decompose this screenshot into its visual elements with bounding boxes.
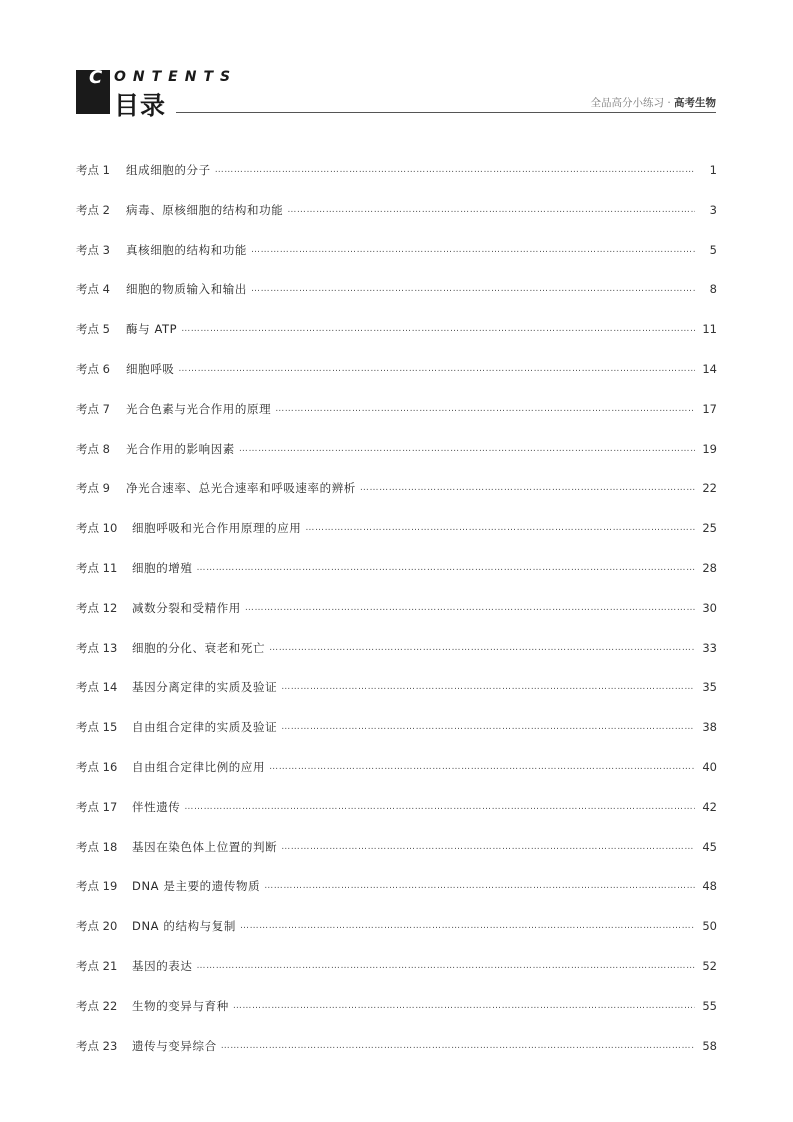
toc-leader-dots xyxy=(181,319,695,339)
toc-leader-dots xyxy=(275,399,695,419)
toc-entry[interactable] xyxy=(76,359,717,399)
toc-leader-dots xyxy=(233,996,695,1016)
toc-entry-page: 8 xyxy=(709,282,717,297)
toc-entry-title: 光合作用的影响因素 xyxy=(126,441,235,456)
header-divider xyxy=(176,112,716,113)
toc-leader-dots xyxy=(240,916,695,936)
toc-entry-page: 42 xyxy=(702,799,717,814)
toc-entry-number: 考点 11 xyxy=(76,560,118,575)
toc-leader-dots xyxy=(281,837,695,857)
toc-entry-title: 基因分离定律的实质及验证 xyxy=(132,680,278,695)
toc-entry[interactable] xyxy=(76,638,717,678)
toc-entry-title: 真核细胞的结构和功能 xyxy=(126,242,247,257)
toc-entry-page: 52 xyxy=(702,958,717,973)
toc-leader-dots xyxy=(360,478,695,498)
toc-entry-title: DNA 的结构与复制 xyxy=(132,919,236,934)
toc-entry-page: 5 xyxy=(709,242,717,257)
toc-leader-dots xyxy=(245,598,695,618)
toc-entry[interactable] xyxy=(76,996,717,1036)
toc-leader-dots xyxy=(197,558,696,578)
toc-entry-page: 11 xyxy=(702,322,717,337)
toc-entry-title: 细胞呼吸 xyxy=(126,361,175,376)
series-title xyxy=(590,95,716,110)
toc-entry-number: 考点 17 xyxy=(76,799,118,814)
toc-entry-page: 1 xyxy=(709,163,717,177)
toc-entry[interactable] xyxy=(76,200,717,240)
toc-entry-page: 35 xyxy=(702,680,717,695)
toc-entry-number: 考点 5 xyxy=(76,322,110,337)
toc-entry-title: 光合色素与光合作用的原理 xyxy=(126,401,272,416)
subject-name: 高考生物 xyxy=(674,97,716,109)
toc-leader-dots xyxy=(281,677,695,697)
toc-entry-page: 38 xyxy=(702,720,717,735)
toc-entry-page: 3 xyxy=(709,202,717,217)
table-of-contents xyxy=(76,160,717,1075)
toc-entry-title: 细胞的增殖 xyxy=(132,560,193,575)
toc-entry[interactable] xyxy=(76,598,717,638)
toc-entry[interactable] xyxy=(76,757,717,797)
toc-entry-title: 基因的表达 xyxy=(132,958,193,973)
toc-leader-dots xyxy=(251,240,695,260)
toc-entry-title: 净光合速率、总光合速率和呼吸速率的辨析 xyxy=(126,481,356,496)
contents-logo-block xyxy=(76,67,110,114)
toc-entry-title: 病毒、原核细胞的结构和功能 xyxy=(126,202,284,217)
toc-entry-number: 考点 1 xyxy=(76,163,110,177)
toc-leader-dots xyxy=(251,279,695,299)
toc-entry-number: 考点 3 xyxy=(76,242,110,257)
toc-entry-page: 28 xyxy=(702,560,717,575)
toc-entry-page: 55 xyxy=(702,998,717,1013)
toc-entry-page: 48 xyxy=(702,879,717,894)
toc-leader-dots xyxy=(215,160,695,180)
toc-entry-number: 考点 16 xyxy=(76,759,118,774)
toc-entry-title: 细胞呼吸和光合作用原理的应用 xyxy=(132,521,302,536)
toc-entry-page: 50 xyxy=(702,919,717,934)
toc-entry-number: 考点 9 xyxy=(76,481,110,496)
toc-entry-title: 遗传与变异综合 xyxy=(132,1038,217,1053)
toc-entry-page: 40 xyxy=(702,759,717,774)
toc-entry-title: 细胞的分化、衰老和死亡 xyxy=(132,640,266,655)
toc-entry[interactable] xyxy=(76,518,717,558)
logo-letter-c: C xyxy=(89,67,103,88)
toc-entry-title: 组成细胞的分子 xyxy=(126,163,211,177)
toc-entry-number: 考点 8 xyxy=(76,441,110,456)
series-name: 全品高分小练习 xyxy=(590,97,664,109)
toc-entry-number: 考点 22 xyxy=(76,998,118,1013)
toc-entry-page: 45 xyxy=(702,839,717,854)
toc-entry-page: 19 xyxy=(702,441,717,456)
logo-ontents: ONTENTS xyxy=(114,69,238,85)
toc-entry[interactable] xyxy=(76,478,717,518)
toc-leader-dots xyxy=(239,439,695,459)
toc-entry-number: 考点 4 xyxy=(76,282,110,297)
toc-entry-page: 58 xyxy=(702,1038,717,1053)
toc-entry-title: 自由组合定律的实质及验证 xyxy=(132,720,278,735)
toc-entry[interactable] xyxy=(76,717,717,757)
toc-entry-number: 考点 23 xyxy=(76,1038,118,1053)
toc-entry-number: 考点 2 xyxy=(76,202,110,217)
toc-entry-title: 减数分裂和受精作用 xyxy=(132,600,241,615)
toc-entry-title: 生物的变异与育种 xyxy=(132,998,229,1013)
series-separator: · xyxy=(667,97,671,109)
toc-entry-title: 自由组合定律比例的应用 xyxy=(132,759,266,774)
toc-entry-page: 30 xyxy=(702,600,717,615)
toc-leader-dots xyxy=(178,359,695,379)
toc-entry[interactable] xyxy=(76,956,717,996)
toc-entry-number: 考点 7 xyxy=(76,401,110,416)
toc-entry-number: 考点 18 xyxy=(76,839,118,854)
toc-entry[interactable] xyxy=(76,916,717,956)
toc-entry[interactable] xyxy=(76,439,717,479)
toc-leader-dots xyxy=(184,797,695,817)
toc-entry[interactable] xyxy=(76,160,717,200)
toc-entry-title: 基因在染色体上位置的判断 xyxy=(132,839,278,854)
toc-entry-title: 细胞的物质输入和输出 xyxy=(126,282,247,297)
toc-entry-title: 伴性遗传 xyxy=(132,799,181,814)
toc-entry-page: 33 xyxy=(702,640,717,655)
toc-entry-page: 17 xyxy=(702,401,717,416)
toc-leader-dots xyxy=(269,757,695,777)
toc-leader-dots xyxy=(269,638,695,658)
logo-mulu: 目录 xyxy=(114,91,167,120)
toc-entry-number: 考点 14 xyxy=(76,680,118,695)
toc-entry-number: 考点 19 xyxy=(76,879,118,894)
toc-leader-dots xyxy=(305,518,695,538)
toc-entry-number: 考点 10 xyxy=(76,521,118,536)
toc-entry-number: 考点 20 xyxy=(76,919,118,934)
toc-entry-number: 考点 13 xyxy=(76,640,118,655)
toc-entry-title: DNA 是主要的遗传物质 xyxy=(132,879,261,894)
toc-leader-dots xyxy=(197,956,696,976)
toc-leader-dots xyxy=(221,1036,695,1056)
page-header xyxy=(76,68,716,118)
toc-entry[interactable] xyxy=(76,279,717,319)
toc-entry[interactable] xyxy=(76,319,717,359)
toc-entry-number: 考点 21 xyxy=(76,958,118,973)
toc-entry[interactable] xyxy=(76,240,717,280)
toc-entry-page: 25 xyxy=(702,521,717,536)
toc-entry-page: 22 xyxy=(702,481,717,496)
toc-entry[interactable] xyxy=(76,399,717,439)
toc-entry-number: 考点 12 xyxy=(76,600,118,615)
toc-leader-dots xyxy=(264,876,695,896)
toc-entry-page: 14 xyxy=(702,361,717,376)
toc-entry-title: 酶与 ATP xyxy=(126,322,178,337)
toc-entry[interactable] xyxy=(76,558,717,598)
toc-entry[interactable] xyxy=(76,797,717,837)
toc-entry[interactable] xyxy=(76,876,717,916)
toc-leader-dots xyxy=(287,200,695,220)
toc-entry-number: 考点 15 xyxy=(76,720,118,735)
toc-entry[interactable] xyxy=(76,837,717,877)
toc-entry[interactable] xyxy=(76,1036,717,1076)
toc-leader-dots xyxy=(281,717,695,737)
toc-entry-number: 考点 6 xyxy=(76,361,110,376)
toc-entry[interactable] xyxy=(76,677,717,717)
